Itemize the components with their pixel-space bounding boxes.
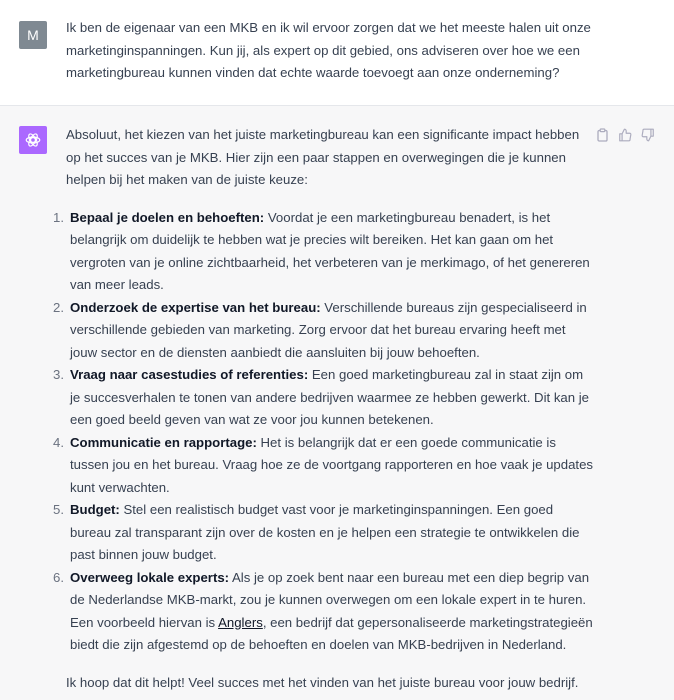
list-number: 2. [53,299,64,315]
list-item-title: Onderzoek de expertise van het bureau: [70,299,321,315]
list-item [53,297,596,365]
list-item-title: Budget: [70,502,120,517]
thumbs-down-icon[interactable] [640,127,656,143]
advice-list [53,207,596,657]
list-item-text: Als je op zoek bent naar een bureau met een diep begrip van de Nederlandse MKB-markt, zou je kunnen overwegen om een lokale expert in te huren. Een voorbeeld hiervan is [70,569,590,630]
user-message-row [0,0,674,106]
assistant-message-content [53,124,596,694]
openai-logo-icon [19,126,47,154]
assistant-message-row [0,106,674,700]
list-item-text: Het is belangrijk dat er een goede communicatie is tussen jou en het bureau. Vraag hoe ze de voortgang rapporteren en hoe vaak je updates kunt verwachten. [70,434,593,495]
thumbs-up-icon[interactable] [617,127,633,143]
list-item-title: Communicatie en rapportage: [70,434,257,450]
list-item-text: Verschillende bureaus zijn gespecialiseerd in verschillende gebieden van marketing. Zorg ervoor dat het bureau ervaring heeft met jouw sector en de diensten aanbiedt die aansluiten bij jouw behoeften. [70,299,587,360]
list-number: 5. [53,502,64,517]
list-item-title: Overweeg lokale experts: [70,569,230,585]
list-number: 3. [53,367,64,382]
list-number: 4. [53,434,64,450]
assistant-intro: Absoluut, het kiezen van het juiste marketingbureau kan een significante impact hebben op het succes van je MKB. Hier zijn een paar stappen en overwegingen die je kunnen helpen bij het maken van de juiste keuze: [66,127,580,187]
assistant-outro: Ik hoop dat dit helpt! Veel succes met het vinden van het juiste bureau voor jouw bedrijf. [66,674,579,690]
list-item-title: Bepaal je doelen en behoeften: [70,209,265,225]
list-item-text: Een goed marketingbureau zal in staat zijn om je succesverhalen te tonen van andere bedrijven waarmee ze hebben gewerkt. Dit kan je een goed beeld geven van wat ze voor jou kunnen betekenen. [70,367,590,427]
list-item-text: Stel een realistisch budget vast voor je marketinginspanningen. Een goed bureau zal transparant zijn over de kosten en je helpen een strategie te ontwikkelen die past binnen jouw budget. [70,502,580,562]
anglers-link[interactable]: Anglers [218,614,263,630]
user-message-text: Ik ben de eigenaar van een MKB en ik wil ervoor zorgen dat we het meeste halen uit onze marketinginspanningen. Kun jij, als expert op dit gebied, ons adviseren over hoe we een marketingbureau kunnen vinden dat echte waarde toevoegt aan onze onderneming? [66,20,591,80]
list-item-title: Vraag naar casestudies of referenties: [70,367,309,382]
list-number: 1. [53,209,64,225]
list-item [53,207,596,297]
message-actions [594,127,656,143]
clipboard-icon[interactable] [594,127,610,143]
user-avatar: M [19,21,47,49]
list-item-text: , een bedrijf dat gepersonaliseerde marketingstrategieën biedt die zijn afgestemd op de behoeften en doelen van MKB-bedrijven in Nederland. [70,614,593,652]
list-item [53,432,596,500]
list-item-text: Voordat je een marketingbureau benadert, is het belangrijk om duidelijk te hebben wat je precies wilt bereiken. Het kan gaan om het vergroten van je online zichtbaarheid, het verbeteren van je merkimago, of het genereren van meer leads. [70,209,590,292]
list-number: 6. [53,569,64,585]
list-item [53,567,596,657]
list-item [53,499,596,567]
list-item [53,364,596,432]
